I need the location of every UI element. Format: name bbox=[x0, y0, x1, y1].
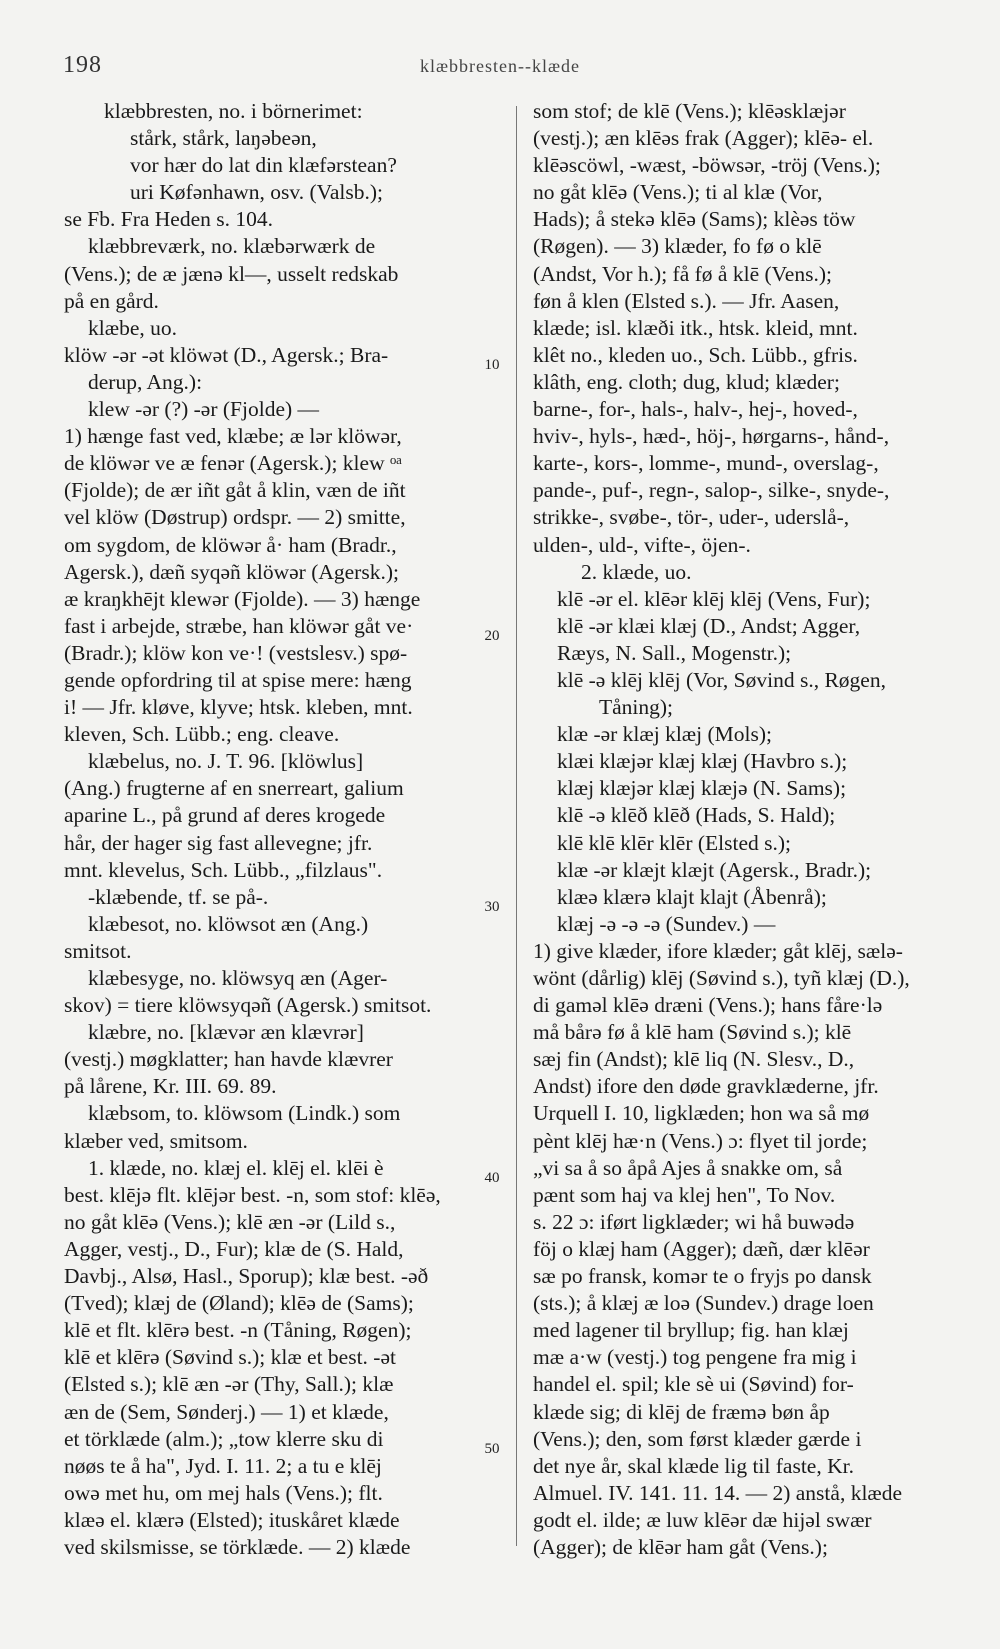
text-line: ved skilsmisse, se törklæde. — 2) klæde bbox=[64, 1534, 411, 1559]
left-column bbox=[64, 98, 504, 1561]
text-line: (Bradr.); klöw kon ve·! (vestslesv.) spø- bbox=[64, 640, 408, 665]
right-column bbox=[533, 98, 971, 1561]
text-line: (Vens.); de æ jænə kl—, usselt redskab bbox=[64, 261, 399, 286]
text-line: de klöwər ve æ fenər (Agersk.); klew ᵒᵃ bbox=[64, 451, 403, 476]
text-line: klæbsom, to. klöwsom (Lindk.) som bbox=[88, 1101, 401, 1126]
text-line: klē et klērə (Søvind s.); klæ et best. -ət bbox=[64, 1345, 396, 1370]
text-line: pènt klēj hæ·n (Vens.) ɔ: flyet til jorde; bbox=[533, 1128, 868, 1153]
text-line: (Vens.); den, som først klæder gærde i bbox=[533, 1426, 862, 1451]
page-number: 198 bbox=[63, 52, 102, 78]
text-line: skov) = tiere klöwsyqəñ (Agersk.) smitsot. bbox=[64, 993, 432, 1018]
text-line: derup, Ang.): bbox=[88, 369, 203, 394]
text-line: det nye år, skal klæde lig til faste, Kr. bbox=[533, 1453, 854, 1478]
text-line: klē et flt. klērə best. -n (Tåning, Røgen); bbox=[64, 1318, 412, 1343]
text-line: om sygdom, de klöwər å· ham (Bradr., bbox=[64, 532, 397, 557]
text-line: klew -ər (?) -ər (Fjolde) — bbox=[88, 397, 320, 422]
text-line: strikke-, svøbe-, tör-, uder-, uderslå-, bbox=[533, 505, 850, 530]
text-line: 1) hænge fast ved, klæbe; æ lər klöwər, bbox=[64, 424, 402, 449]
text-line: klæbelus, no. J. T. 96. [klöwlus] bbox=[88, 749, 364, 774]
running-head: klæbbresten--klæde bbox=[420, 56, 580, 76]
text-line: som stof; de klē (Vens.); klēəsklæjər bbox=[533, 99, 846, 123]
text-line: di gaməl klēə dræni (Vens.); hans fåre·lə bbox=[533, 993, 883, 1018]
text-line: Davbj., Alsø, Hasl., Sporup); klæ best. -əð bbox=[64, 1264, 429, 1289]
text-line: föj o klæj ham (Agger); dæñ, dær klēər bbox=[533, 1236, 870, 1261]
text-line: klæbe, uo. bbox=[88, 315, 177, 340]
text-line: stårk, stårk, laŋəbeən, bbox=[130, 126, 317, 151]
text-line: klæj klæjər klæj klæjə (N. Sams); bbox=[557, 776, 847, 801]
text-line: karte-, kors-, lomme-, mund-, overslag-, bbox=[533, 451, 879, 476]
text-line: nøøs te å ha", Jyd. I. 11. 2; a tu e klēj bbox=[64, 1453, 382, 1478]
text-line: klâth, eng. cloth; dug, klud; klæder; bbox=[533, 369, 840, 394]
text-line: klöw -ər -ət klöwət (D., Agersk.; Bra- bbox=[64, 342, 389, 367]
text-line: et törklæde (alm.); „tow klerre sku di bbox=[64, 1426, 384, 1451]
text-line: klæde; isl. klæði itk., htsk. kleid, mnt. bbox=[533, 315, 858, 340]
text-line: klē -ər el. klēər klēj klēj (Vens, Fur); bbox=[557, 586, 871, 611]
text-line: klæ -ər klæj klæj (Mols); bbox=[557, 722, 772, 747]
column-divider bbox=[516, 106, 517, 1546]
text-line: klæbesyge, no. klöwsyq æn (Ager- bbox=[88, 966, 388, 990]
text-line: klē -ə klēð klēð (Hads, S. Hald); bbox=[557, 803, 836, 828]
text-line: best. klējə flt. klējər best. -n, som stof: klēə, bbox=[64, 1182, 441, 1207]
text-line: hår, der hager sig fast allevegne; jfr. bbox=[64, 830, 373, 855]
text-line: uri Køfənhawn, osv. (Valsb.); bbox=[130, 180, 383, 205]
text-line: klæbbreværk, no. klæbərwærk de bbox=[88, 234, 376, 259]
text-line: no gåt klēə (Vens.); ti al klæ (Vor, bbox=[533, 180, 823, 205]
text-line: klē -ər klæi klæj (D., Andst; Agger, bbox=[557, 613, 861, 638]
text-line: æn de (Sem, Sønderj.) — 1) et klæde, bbox=[64, 1399, 389, 1424]
text-line: føn å klen (Elsted s.). — Jfr. Aasen, bbox=[533, 288, 840, 313]
text-line: Ræys, N. Sall., Mogenstr.); bbox=[557, 640, 792, 665]
text-line: barne-, for-, hals-, halv-, hej-, hoved-, bbox=[533, 397, 858, 422]
text-line: smitsot. bbox=[64, 938, 132, 963]
text-line: aparine L., på grund af deres krogede bbox=[64, 803, 386, 828]
line-number-50: 50 bbox=[484, 1441, 500, 1457]
text-line: 1. klæde, no. klæj el. klēj el. klēi è bbox=[88, 1155, 384, 1180]
text-line: klæj -ə -ə -ə (Sundev.) — bbox=[557, 911, 776, 936]
text-line: i! — Jfr. kløve, klyve; htsk. kleben, mnt. bbox=[64, 695, 413, 720]
text-line: 2. klæde, uo. bbox=[581, 559, 692, 584]
text-line: klæbesot, no. klöwsot æn (Ang.) bbox=[88, 911, 369, 936]
text-line: klæbre, no. [klævər æn klævrər] bbox=[88, 1020, 364, 1045]
text-line: s. 22 ɔ: iført ligklæder; wi hå buwədə bbox=[533, 1209, 855, 1234]
text-line: (Andst, Vor h.); få fø å klē (Vens.); bbox=[533, 261, 832, 286]
text-line: mæ a·w (vestj.) tog pengene fra mig i bbox=[533, 1345, 857, 1370]
text-line: 1) give klæder, ifore klæder; gåt klēj, sælə- bbox=[533, 938, 903, 963]
text-line: gende opfordring til at spise mere: hæng bbox=[64, 667, 412, 692]
line-number-30: 30 bbox=[484, 899, 500, 915]
text-line: (Elsted s.); klē æn -ər (Thy, Sall.); klæ bbox=[64, 1372, 394, 1397]
text-line: (vestj.); æn klēəs frak (Agger); klēə- el. bbox=[533, 126, 874, 151]
text-line: på en gård. bbox=[64, 288, 159, 313]
text-line: klæə klærə klajt klajt (Åbenrå); bbox=[557, 884, 827, 909]
page-header bbox=[0, 52, 1000, 82]
text-line: klēəscöwl, -wæst, -böwsər, -tröj (Vens.); bbox=[533, 153, 881, 178]
text-line: Agersk.), dæñ syqəñ klöwər (Agersk.); bbox=[64, 559, 399, 584]
text-line: klæ -ər klæjt klæjt (Agersk., Bradr.); bbox=[557, 857, 872, 882]
text-line: (sts.); å klæj æ loə (Sundev.) drage loen bbox=[533, 1291, 874, 1316]
text-line: Agger, vestj., D., Fur); klæ de (S. Hald, bbox=[64, 1236, 404, 1261]
text-line: klæə el. klærə (Elsted); ituskåret klæde bbox=[64, 1507, 400, 1532]
text-line: mnt. klevelus, Sch. Lübb., „filzlaus". bbox=[64, 857, 383, 882]
line-number-40: 40 bbox=[484, 1170, 500, 1186]
text-line: vor hær do lat din klæfərstean? bbox=[130, 153, 397, 178]
text-line: wönt (dårlig) klēj (Søvind s.), tyñ klæj (D.), bbox=[533, 966, 910, 990]
text-line: klæde sig; di klēj de fræmə bøn åp bbox=[533, 1399, 830, 1424]
text-line: vel klöw (Døstrup) ordspr. — 2) smitte, bbox=[64, 505, 406, 530]
text-line: med lagener til bryllup; fig. han klæj bbox=[533, 1318, 849, 1343]
text-line: owə met hu, om mej hals (Vens.); flt. bbox=[64, 1480, 383, 1505]
text-line: „vi sa å so åpå Ajes å snakke om, så bbox=[533, 1155, 843, 1180]
text-line: sæ po fransk, komər te o fryjs po dansk bbox=[533, 1264, 872, 1289]
text-line: klē klē klēr klēr (Elsted s.); bbox=[557, 830, 792, 855]
text-line: godt el. ilde; æ luw klēər dæ hijəl swær bbox=[533, 1507, 872, 1532]
text-line: se Fb. Fra Heden s. 104. bbox=[64, 207, 274, 232]
text-line: fast i arbejde, stræbe, han klöwər gåt ve· bbox=[64, 613, 414, 638]
text-line: Urquell I. 10, ligklæden; hon wa så mø bbox=[533, 1101, 870, 1126]
text-line: ulden-, uld-, vifte-, öjen-. bbox=[533, 532, 751, 557]
text-line: -klæbende, tf. se på-. bbox=[88, 884, 269, 909]
text-line: klæber ved, smitsom. bbox=[64, 1128, 248, 1153]
text-line: Tåning); bbox=[599, 695, 674, 720]
line-number-20: 20 bbox=[484, 628, 500, 644]
text-line: (Tved); klæj de (Øland); klēə de (Sams); bbox=[64, 1291, 414, 1316]
text-line: klæbbresten, no. i börnerimet: bbox=[104, 99, 363, 123]
text-line: må bårə fø å klē ham (Søvind s.); klē bbox=[533, 1020, 852, 1045]
text-line: klæi klæjər klæj klæj (Havbro s.); bbox=[557, 749, 848, 774]
text-line: Almuel. IV. 141. 11. 14. — 2) anstå, klæde bbox=[533, 1480, 903, 1505]
text-line: no gåt klēə (Vens.); klē æn -ər (Lild s., bbox=[64, 1209, 396, 1234]
text-line: på lårene, Kr. III. 69. 89. bbox=[64, 1074, 277, 1099]
text-line: (Agger); de klēər ham gåt (Vens.); bbox=[533, 1534, 828, 1559]
text-line: pande-, puf-, regn-, salop-, silke-, snyde-, bbox=[533, 478, 890, 503]
text-line: klêt no., kleden uo., Sch. Lübb., gfris. bbox=[533, 342, 858, 367]
text-line: pænt som haj va klej hen", To Nov. bbox=[533, 1182, 836, 1207]
text-line: Hads); å stekə klēə (Sams); klèəs töw bbox=[533, 207, 856, 232]
text-line: (Fjolde); de ær iñt gåt å klin, væn de iñt bbox=[64, 478, 406, 503]
line-number-10: 10 bbox=[484, 357, 500, 373]
text-line: (vestj.) møgklatter; han havde klævrer bbox=[64, 1047, 393, 1072]
text-line: hviv-, hyls-, hæd-, höj-, hørgarns-, hånd-, bbox=[533, 424, 890, 449]
text-line: klē -ə klēj klēj (Vor, Søvind s., Røgen, bbox=[557, 667, 886, 692]
text-line: æ kraŋkhējt klewər (Fjolde). — 3) hænge bbox=[64, 586, 421, 611]
text-line: (Røgen). — 3) klæder, fo fø o klē bbox=[533, 234, 822, 259]
text-line: handel el. spil; kle sè ui (Søvind) for- bbox=[533, 1372, 854, 1397]
text-line: Andst) ifore den døde gravklæderne, jfr. bbox=[533, 1074, 879, 1099]
text-line: kleven, Sch. Lübb.; eng. cleave. bbox=[64, 722, 340, 747]
text-line: sæj fin (Andst); klē liq (N. Slesv., D., bbox=[533, 1047, 855, 1072]
text-line: (Ang.) frugterne af en snerreart, galium bbox=[64, 776, 404, 801]
